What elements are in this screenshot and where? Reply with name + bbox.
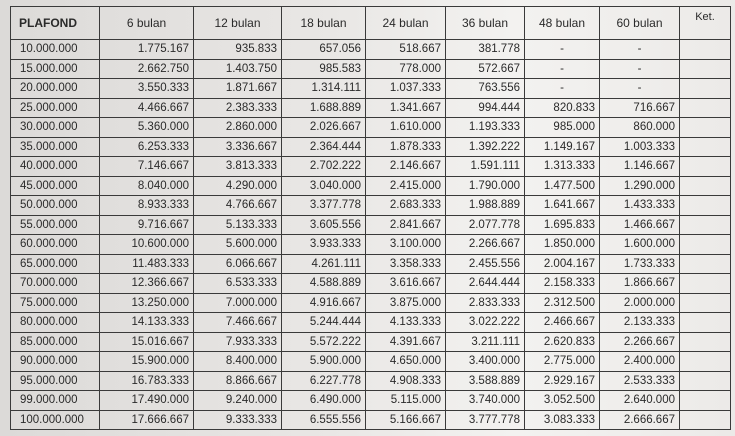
cell-48-bulan: 2.312.500	[525, 293, 600, 313]
cell-36-bulan: 381.778	[446, 40, 525, 60]
cell-18-bulan: 2.026.667	[282, 118, 366, 138]
header-row	[11, 7, 731, 40]
cell-36-bulan: 1.790.000	[446, 176, 525, 196]
cell-ket	[680, 215, 731, 235]
cell-12-bulan: 7.466.667	[194, 313, 282, 333]
cell-plafond: 90.000.000	[11, 352, 100, 372]
cell-60-bulan: 1.466.667	[600, 215, 680, 235]
cell-18-bulan: 6.490.000	[282, 391, 366, 411]
cell-12-bulan: 7.933.333	[194, 332, 282, 352]
cell-6-bulan: 9.716.667	[100, 215, 194, 235]
cell-48-bulan: 1.695.833	[525, 215, 600, 235]
cell-12-bulan: 8.400.000	[194, 352, 282, 372]
cell-ket	[680, 293, 731, 313]
cell-6-bulan: 17.490.000	[100, 391, 194, 411]
cell-12-bulan: 7.000.000	[194, 293, 282, 313]
cell-6-bulan: 16.783.333	[100, 371, 194, 391]
cell-60-bulan: 2.666.667	[600, 410, 680, 430]
cell-24-bulan: 5.115.000	[366, 391, 446, 411]
cell-ket	[680, 254, 731, 274]
cell-60-bulan: 2.640.000	[600, 391, 680, 411]
cell-18-bulan: 3.605.556	[282, 215, 366, 235]
table-row	[11, 352, 731, 372]
cell-18-bulan: 2.364.444	[282, 137, 366, 157]
cell-48-bulan: -	[525, 79, 600, 99]
cell-ket	[680, 235, 731, 255]
cell-12-bulan: 5.133.333	[194, 215, 282, 235]
cell-plafond: 99.000.000	[11, 391, 100, 411]
table-row	[11, 410, 731, 430]
cell-36-bulan: 2.644.444	[446, 274, 525, 294]
cell-18-bulan: 5.244.444	[282, 313, 366, 333]
cell-18-bulan: 4.588.889	[282, 274, 366, 294]
cell-plafond: 55.000.000	[11, 215, 100, 235]
cell-6-bulan: 15.016.667	[100, 332, 194, 352]
cell-60-bulan: 1.146.667	[600, 157, 680, 177]
table-header	[11, 7, 731, 40]
cell-24-bulan: 2.841.667	[366, 215, 446, 235]
header-6-bulan: 6 bulan	[100, 7, 194, 40]
cell-plafond: 70.000.000	[11, 274, 100, 294]
cell-24-bulan: 518.667	[366, 40, 446, 60]
cell-36-bulan: 572.667	[446, 59, 525, 79]
table-row	[11, 176, 731, 196]
cell-ket	[680, 371, 731, 391]
cell-24-bulan: 778.000	[366, 59, 446, 79]
cell-plafond: 80.000.000	[11, 313, 100, 333]
cell-36-bulan: 1.988.889	[446, 196, 525, 216]
cell-48-bulan: 1.477.500	[525, 176, 600, 196]
header-48-bulan: 48 bulan	[525, 7, 600, 40]
cell-plafond: 45.000.000	[11, 176, 100, 196]
cell-48-bulan: -	[525, 40, 600, 60]
cell-24-bulan: 1.037.333	[366, 79, 446, 99]
table-row	[11, 137, 731, 157]
table-row	[11, 332, 731, 352]
cell-60-bulan: 1.003.333	[600, 137, 680, 157]
cell-12-bulan: 3.336.667	[194, 137, 282, 157]
cell-36-bulan: 1.591.111	[446, 157, 525, 177]
cell-ket	[680, 157, 731, 177]
cell-18-bulan: 985.583	[282, 59, 366, 79]
cell-plafond: 20.000.000	[11, 79, 100, 99]
cell-24-bulan: 4.908.333	[366, 371, 446, 391]
cell-ket	[680, 410, 731, 430]
cell-plafond: 100.000.000	[11, 410, 100, 430]
cell-24-bulan: 3.875.000	[366, 293, 446, 313]
header-24-bulan: 24 bulan	[366, 7, 446, 40]
cell-18-bulan: 3.933.333	[282, 235, 366, 255]
cell-48-bulan: 820.833	[525, 98, 600, 118]
cell-24-bulan: 1.610.000	[366, 118, 446, 138]
cell-36-bulan: 3.211.111	[446, 332, 525, 352]
cell-36-bulan: 3.777.778	[446, 410, 525, 430]
cell-6-bulan: 10.600.000	[100, 235, 194, 255]
table-row	[11, 274, 731, 294]
cell-60-bulan: -	[600, 59, 680, 79]
cell-60-bulan: 716.667	[600, 98, 680, 118]
cell-60-bulan: 2.533.333	[600, 371, 680, 391]
header-12-bulan: 12 bulan	[194, 7, 282, 40]
cell-6-bulan: 7.146.667	[100, 157, 194, 177]
cell-12-bulan: 9.333.333	[194, 410, 282, 430]
cell-ket	[680, 118, 731, 138]
table-row	[11, 391, 731, 411]
cell-18-bulan: 1.314.111	[282, 79, 366, 99]
cell-18-bulan: 3.040.000	[282, 176, 366, 196]
cell-24-bulan: 3.100.000	[366, 235, 446, 255]
cell-60-bulan: -	[600, 79, 680, 99]
cell-36-bulan: 763.556	[446, 79, 525, 99]
cell-18-bulan: 2.702.222	[282, 157, 366, 177]
cell-12-bulan: 8.866.667	[194, 371, 282, 391]
cell-6-bulan: 11.483.333	[100, 254, 194, 274]
cell-ket	[680, 352, 731, 372]
cell-6-bulan: 3.550.333	[100, 79, 194, 99]
cell-12-bulan: 9.240.000	[194, 391, 282, 411]
cell-24-bulan: 3.358.333	[366, 254, 446, 274]
cell-12-bulan: 4.766.667	[194, 196, 282, 216]
cell-12-bulan: 4.290.000	[194, 176, 282, 196]
cell-ket	[680, 196, 731, 216]
table-row	[11, 235, 731, 255]
cell-plafond: 35.000.000	[11, 137, 100, 157]
cell-6-bulan: 1.775.167	[100, 40, 194, 60]
cell-48-bulan: 2.004.167	[525, 254, 600, 274]
cell-36-bulan: 2.266.667	[446, 235, 525, 255]
header-plafond: PLAFOND	[11, 7, 100, 40]
cell-24-bulan: 2.683.333	[366, 196, 446, 216]
table-row	[11, 196, 731, 216]
cell-60-bulan: 2.400.000	[600, 352, 680, 372]
cell-48-bulan: 3.052.500	[525, 391, 600, 411]
table-row	[11, 293, 731, 313]
cell-24-bulan: 4.133.333	[366, 313, 446, 333]
cell-60-bulan: 1.600.000	[600, 235, 680, 255]
cell-18-bulan: 3.377.778	[282, 196, 366, 216]
cell-48-bulan: 1.149.167	[525, 137, 600, 157]
cell-48-bulan: 2.466.667	[525, 313, 600, 333]
cell-36-bulan: 3.400.000	[446, 352, 525, 372]
cell-18-bulan: 4.916.667	[282, 293, 366, 313]
cell-36-bulan: 1.193.333	[446, 118, 525, 138]
cell-6-bulan: 17.666.667	[100, 410, 194, 430]
cell-18-bulan: 4.261.111	[282, 254, 366, 274]
cell-plafond: 95.000.000	[11, 371, 100, 391]
cell-24-bulan: 1.878.333	[366, 137, 446, 157]
cell-36-bulan: 2.455.556	[446, 254, 525, 274]
cell-6-bulan: 8.040.000	[100, 176, 194, 196]
cell-ket	[680, 274, 731, 294]
cell-60-bulan: -	[600, 40, 680, 60]
cell-48-bulan: 985.000	[525, 118, 600, 138]
header-18-bulan: 18 bulan	[282, 7, 366, 40]
cell-36-bulan: 3.022.222	[446, 313, 525, 333]
cell-24-bulan: 3.616.667	[366, 274, 446, 294]
table-row	[11, 118, 731, 138]
cell-36-bulan: 994.444	[446, 98, 525, 118]
cell-ket	[680, 176, 731, 196]
table-row	[11, 254, 731, 274]
cell-60-bulan: 2.133.333	[600, 313, 680, 333]
cell-12-bulan: 5.600.000	[194, 235, 282, 255]
cell-60-bulan: 1.733.333	[600, 254, 680, 274]
cell-18-bulan: 6.555.556	[282, 410, 366, 430]
cell-6-bulan: 4.466.667	[100, 98, 194, 118]
table-row	[11, 98, 731, 118]
cell-60-bulan: 2.000.000	[600, 293, 680, 313]
cell-18-bulan: 657.056	[282, 40, 366, 60]
cell-24-bulan: 1.341.667	[366, 98, 446, 118]
cell-plafond: 30.000.000	[11, 118, 100, 138]
cell-plafond: 85.000.000	[11, 332, 100, 352]
cell-60-bulan: 1.433.333	[600, 196, 680, 216]
cell-ket	[680, 137, 731, 157]
cell-48-bulan: 2.620.833	[525, 332, 600, 352]
cell-12-bulan: 3.813.333	[194, 157, 282, 177]
cell-12-bulan: 1.871.667	[194, 79, 282, 99]
cell-plafond: 50.000.000	[11, 196, 100, 216]
cell-6-bulan: 5.360.000	[100, 118, 194, 138]
table-row	[11, 79, 731, 99]
cell-24-bulan: 2.146.667	[366, 157, 446, 177]
cell-24-bulan: 5.166.667	[366, 410, 446, 430]
table-row	[11, 215, 731, 235]
header-ket: Ket.	[680, 7, 731, 40]
cell-6-bulan: 12.366.667	[100, 274, 194, 294]
cell-36-bulan: 3.740.000	[446, 391, 525, 411]
cell-48-bulan: 3.083.333	[525, 410, 600, 430]
table-row	[11, 313, 731, 333]
cell-6-bulan: 15.900.000	[100, 352, 194, 372]
cell-ket	[680, 313, 731, 333]
header-60-bulan: 60 bulan	[600, 7, 680, 40]
cell-12-bulan: 1.403.750	[194, 59, 282, 79]
table-row	[11, 371, 731, 391]
cell-36-bulan: 1.392.222	[446, 137, 525, 157]
cell-12-bulan: 935.833	[194, 40, 282, 60]
cell-48-bulan: 2.775.000	[525, 352, 600, 372]
table-row	[11, 59, 731, 79]
cell-plafond: 60.000.000	[11, 235, 100, 255]
cell-48-bulan: 2.158.333	[525, 274, 600, 294]
cell-36-bulan: 2.077.778	[446, 215, 525, 235]
cell-plafond: 75.000.000	[11, 293, 100, 313]
cell-18-bulan: 6.227.778	[282, 371, 366, 391]
cell-12-bulan: 2.383.333	[194, 98, 282, 118]
table-body	[11, 40, 731, 430]
cell-12-bulan: 2.860.000	[194, 118, 282, 138]
cell-48-bulan: -	[525, 59, 600, 79]
cell-ket	[680, 79, 731, 99]
cell-18-bulan: 5.572.222	[282, 332, 366, 352]
cell-36-bulan: 2.833.333	[446, 293, 525, 313]
cell-24-bulan: 4.391.667	[366, 332, 446, 352]
cell-plafond: 40.000.000	[11, 157, 100, 177]
table-row	[11, 157, 731, 177]
cell-ket	[680, 98, 731, 118]
cell-6-bulan: 13.250.000	[100, 293, 194, 313]
cell-60-bulan: 860.000	[600, 118, 680, 138]
cell-48-bulan: 1.850.000	[525, 235, 600, 255]
cell-24-bulan: 2.415.000	[366, 176, 446, 196]
cell-60-bulan: 2.266.667	[600, 332, 680, 352]
cell-6-bulan: 8.933.333	[100, 196, 194, 216]
cell-48-bulan: 1.313.333	[525, 157, 600, 177]
cell-48-bulan: 1.641.667	[525, 196, 600, 216]
cell-18-bulan: 5.900.000	[282, 352, 366, 372]
cell-ket	[680, 332, 731, 352]
cell-12-bulan: 6.533.333	[194, 274, 282, 294]
cell-12-bulan: 6.066.667	[194, 254, 282, 274]
cell-6-bulan: 2.662.750	[100, 59, 194, 79]
cell-plafond: 15.000.000	[11, 59, 100, 79]
cell-18-bulan: 1.688.889	[282, 98, 366, 118]
cell-24-bulan: 4.650.000	[366, 352, 446, 372]
cell-60-bulan: 1.866.667	[600, 274, 680, 294]
cell-60-bulan: 1.290.000	[600, 176, 680, 196]
cell-36-bulan: 3.588.889	[446, 371, 525, 391]
cell-plafond: 65.000.000	[11, 254, 100, 274]
header-36-bulan: 36 bulan	[446, 7, 525, 40]
cell-48-bulan: 2.929.167	[525, 371, 600, 391]
cell-ket	[680, 391, 731, 411]
installment-table	[10, 6, 731, 430]
cell-plafond: 10.000.000	[11, 40, 100, 60]
table-row	[11, 40, 731, 60]
cell-6-bulan: 6.253.333	[100, 137, 194, 157]
cell-ket	[680, 40, 731, 60]
cell-6-bulan: 14.133.333	[100, 313, 194, 333]
cell-ket	[680, 59, 731, 79]
cell-plafond: 25.000.000	[11, 98, 100, 118]
